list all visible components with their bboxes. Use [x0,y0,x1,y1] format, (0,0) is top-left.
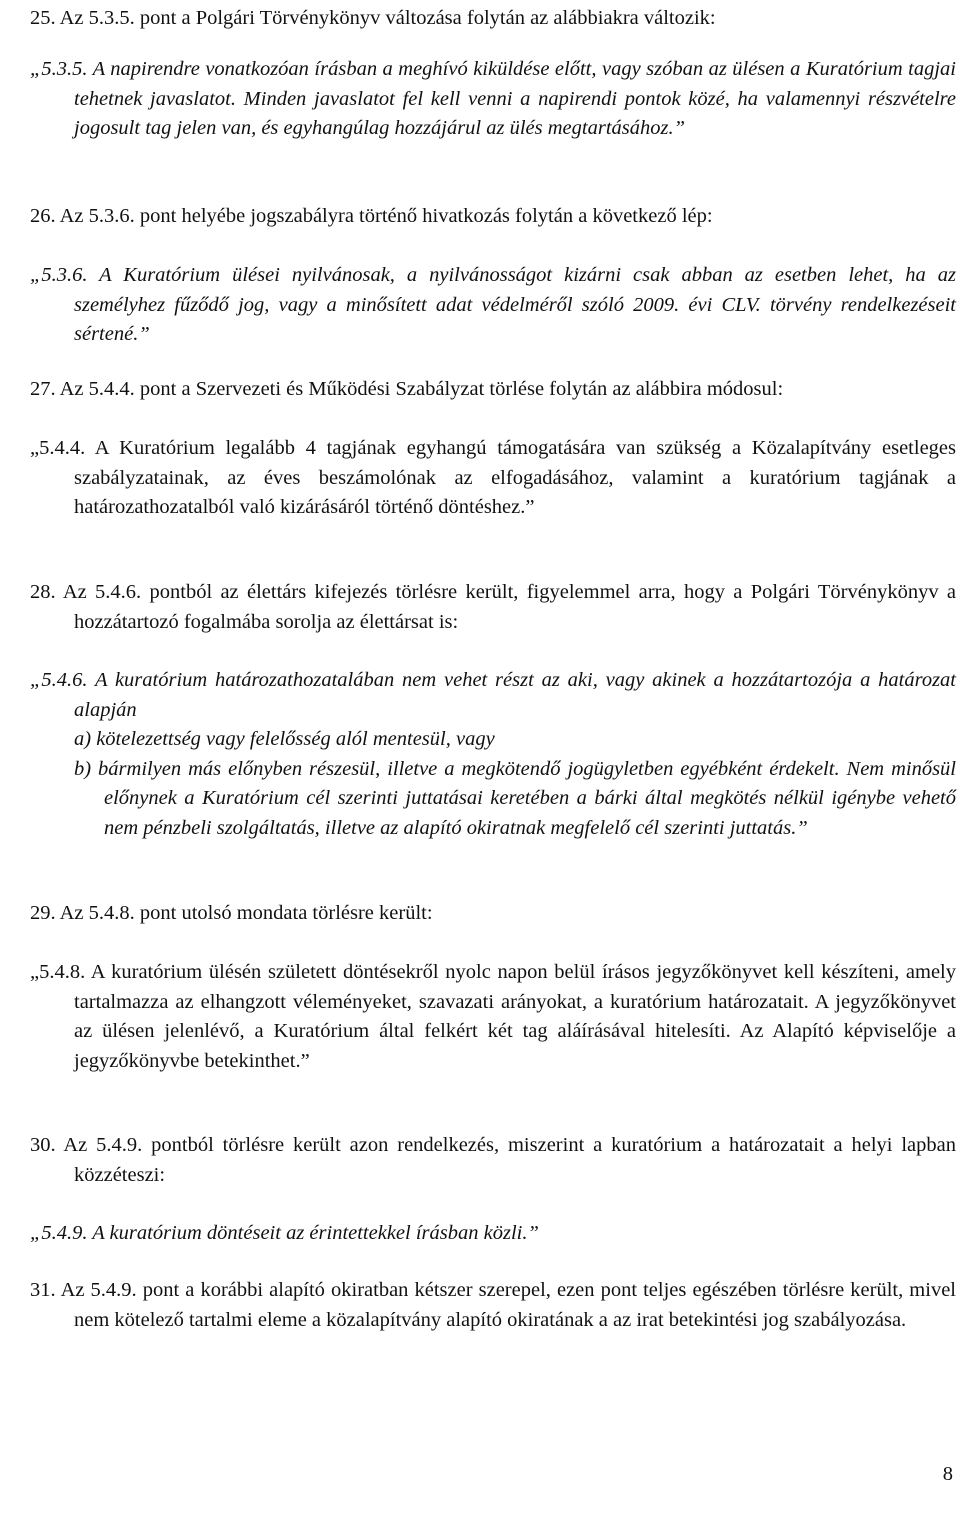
item-30-quote: „5.4.9. A kuratórium döntéseit az érintettekkel írásban közli.” [30,1222,539,1244]
item-28-quote-a: a) kötelezettség vagy felelősség alól mentesül, vagy [74,728,495,751]
item-29-quote: „5.4.8. A kuratórium ülésén született döntésekről nyolc napon belül írásos jegyzőkönyvet kell készíteni, amely tartalmazza az elhangzott véleményeket, szavazati arányokat, a kuratórium határozatait. A jegyzőkönyvet az ülésen jelenlévő, a Kuratórium által felkért két tag aláírásával hitelesíti. Az Alapító képviselője a jegyzőkönyvbe betekinthet.” [30,961,956,1072]
item-30-heading: 30. Az 5.4.9. pontból törlésre került azon rendelkezés, miszerint a kuratórium a határozatait a helyi lapban közzéteszi: [30,1134,956,1186]
item-25-quote: „5.3.5. A napirendre vonatkozóan írásban a meghívó kiküldése előtt, vagy szóban az ülésen a Kuratórium tagjai tehetnek javaslatot. Minden javaslatot fel kell venni a napirendi pontok közé, ha valamennyi részvételre jogosult tag jelen van, és egyhangúlag hozzájárul az ülés megtartásához.” [30,58,956,140]
item-28-quote [30,666,956,844]
item-27-quote: „5.4.4. A Kuratórium legalább 4 tagjának egyhangú támogatására van szükség a Közalapítvány esetleges szabályzatainak, az éves beszámolónak az elfogadásához, valamint a kuratórium tagjának a határozathozatalból való kizárásáról történő döntéshez.” [30,437,956,519]
item-25-heading: 25. Az 5.3.5. pont a Polgári Törvénykönyv változása folytán az alábbiakra változik: [30,7,716,29]
item-28-heading: 28. Az 5.4.6. pontból az élettárs kifejezés törlésre került, figyelemmel arra, hogy a Polgári Törvénykönyv a hozzátartozó fogalmába sorolja az élettársat is: [30,581,956,633]
item-29-heading: 29. Az 5.4.8. pont utolsó mondata törlésre került: [30,902,433,924]
page-number: 8 [942,1463,953,1485]
item-26-quote: „5.3.6. A Kuratórium ülései nyilvánosak, a nyilvánosságot kizárni csak abban az esetben lehet, ha az személyhez fűződő jog, vagy a minősített adat védelméről szóló 2009. évi CLV. törvény rendelkezéseit sértené.” [30,264,956,346]
item-28-quote-b: b) bármilyen más előnyben részesül, illetve a megkötendő jogügyletben egyébként érdekelt. Nem minősül előnynek a Kuratórium cél szerinti juttatásai keretében a bárki által megkötés nélkül igénybe vehető nem pénzbeli szolgáltatás, illetve az alapító okiratnak megfelelő cél szerinti juttatás.” [74,757,956,839]
item-28-quote-intro: „5.4.6. A kuratórium határozathozatalában nem vehet részt az aki, vagy akinek a hozzátartozója a határozat alapján [30,669,956,721]
item-26-heading: 26. Az 5.3.6. pont helyébe jogszabályra történő hivatkozás folytán a következő lép: [30,205,713,227]
item-31-heading: 31. Az 5.4.9. pont a korábbi alapító okiratban kétszer szerepel, ezen pont teljes egészében törlésre került, mivel nem kötelező tartalmi eleme a közalapítvány alapító okiratának a az irat betekintési jog szabályozása. [30,1279,956,1331]
item-27-heading: 27. Az 5.4.4. pont a Szervezeti és Működési Szabályzat törlése folytán az alábbira módosul: [30,378,784,400]
